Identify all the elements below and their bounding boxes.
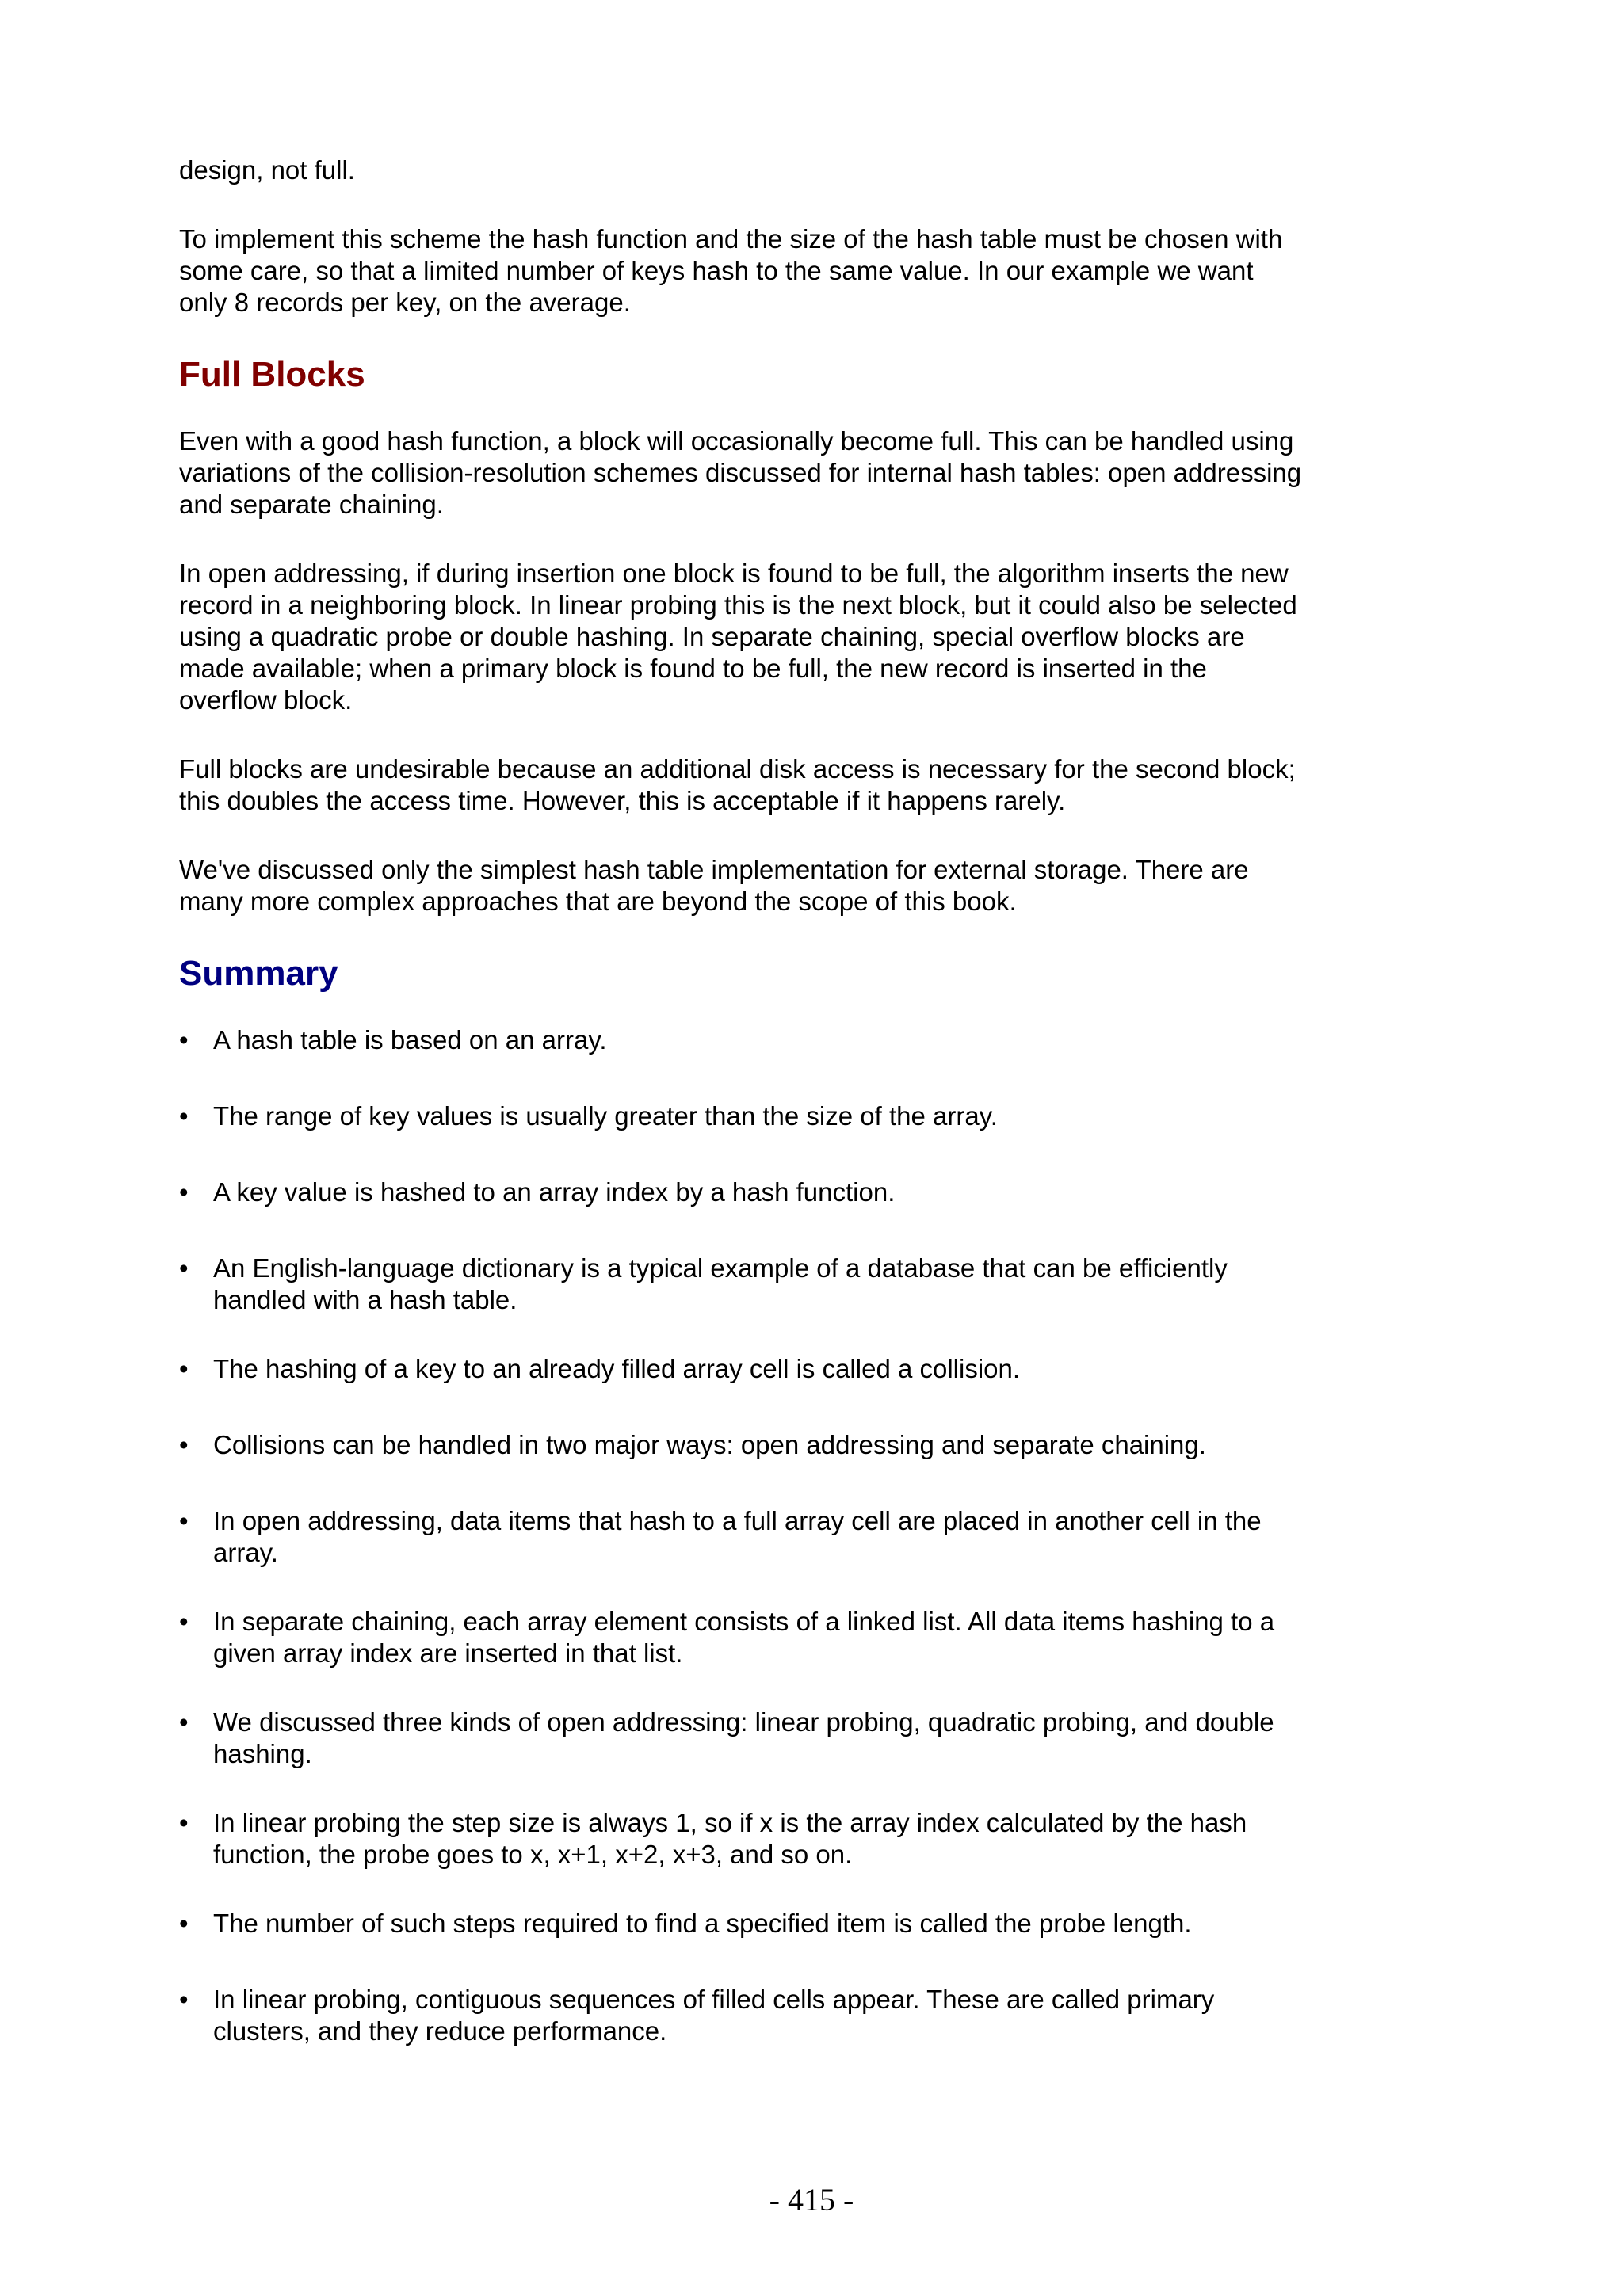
intro-paragraph-2: To implement this scheme the hash function and the size of the hash table must be chosen with some care, so that a limited number of keys hash to the same value. In our example we want only 8 records per key, on the average.: [179, 224, 1283, 317]
bullet-icon: •: [179, 1354, 189, 1383]
list-item-text: In separate chaining, each array element consists of a linked list. All data items hashing to a given array index are inserted in that list.: [213, 1607, 1275, 1668]
list-item-text: The range of key values is usually greater than the size of the array.: [213, 1101, 998, 1131]
page-content: [179, 154, 1304, 2047]
list-item: [179, 1353, 1304, 1385]
bullet-icon: •: [179, 1025, 189, 1055]
summary-list: [179, 1024, 1304, 2047]
list-item: [179, 1707, 1304, 1770]
list-item: [179, 1177, 1304, 1208]
list-item: [179, 1024, 1304, 1056]
full-blocks-paragraph-4: We've discussed only the simplest hash table implementation for external storage. There are many more complex approaches that are beyond the scope of this book.: [179, 855, 1249, 916]
full-blocks-paragraph-1: Even with a good hash function, a block will occasionally become full. This can be handled using variations of the collision-resolution schemes discussed for internal hash tables: open addressing and separate chaining.: [179, 426, 1302, 519]
bullet-icon: •: [179, 1707, 189, 1737]
bullet-icon: •: [179, 1101, 189, 1131]
list-item: [179, 1984, 1304, 2047]
bullet-icon: •: [179, 1506, 189, 1535]
summary-heading: Summary: [179, 954, 338, 993]
list-item-text: A hash table is based on an array.: [213, 1025, 607, 1055]
bullet-icon: •: [179, 1430, 189, 1459]
bullet-icon: •: [179, 1607, 189, 1636]
list-item: [179, 1505, 1304, 1569]
list-item-text: The hashing of a key to an already filled array cell is called a collision.: [213, 1354, 1021, 1383]
list-item: [179, 1253, 1304, 1316]
bullet-icon: •: [179, 1177, 189, 1207]
list-item-text: An English-language dictionary is a typical example of a database that can be efficiently handled with a hash table.: [213, 1253, 1228, 1314]
list-item: [179, 1908, 1304, 1939]
bullet-icon: •: [179, 1909, 189, 1938]
list-item-text: We discussed three kinds of open addressing: linear probing, quadratic probing, and double hashing.: [213, 1707, 1274, 1768]
intro-paragraph-1: design, not full.: [179, 155, 355, 185]
list-item-text: The number of such steps required to find a specified item is called the probe length.: [213, 1909, 1192, 1938]
list-item-text: Collisions can be handled in two major ways: open addressing and separate chaining.: [213, 1430, 1206, 1459]
full-blocks-paragraph-2: In open addressing, if during insertion one block is found to be full, the algorithm inserts the new record in a neighboring block. In linear probing this is the next block, but it could also be selected using a quadratic probe or double hashing. In separate chaining, special overflow blocks are made available; when a primary block is found to be full, the new record is inserted in the overflow block.: [179, 559, 1297, 715]
list-item-text: A key value is hashed to an array index by a hash function.: [213, 1177, 896, 1207]
bullet-icon: •: [179, 1808, 189, 1837]
list-item-text: In linear probing the step size is always 1, so if x is the array index calculated by the hash function, the probe goes to x, x+1, x+2, x+3, and so on.: [213, 1808, 1247, 1869]
list-item-text: In linear probing, contiguous sequences of filled cells appear. These are called primary clusters, and they reduce performance.: [213, 1985, 1215, 2046]
list-item: [179, 1807, 1304, 1871]
list-item: [179, 1429, 1304, 1461]
list-item: [179, 1100, 1304, 1132]
bullet-icon: •: [179, 1253, 189, 1283]
full-blocks-heading: Full Blocks: [179, 355, 365, 394]
list-item-text: In open addressing, data items that hash to a full array cell are placed in another cell in the array.: [213, 1506, 1262, 1567]
list-item: [179, 1606, 1304, 1669]
full-blocks-paragraph-3: Full blocks are undesirable because an additional disk access is necessary for the second block; this doubles the access time. However, this is acceptable if it happens rarely.: [179, 754, 1296, 815]
bullet-icon: •: [179, 1985, 189, 2014]
page-number: - 415 -: [769, 2182, 854, 2218]
